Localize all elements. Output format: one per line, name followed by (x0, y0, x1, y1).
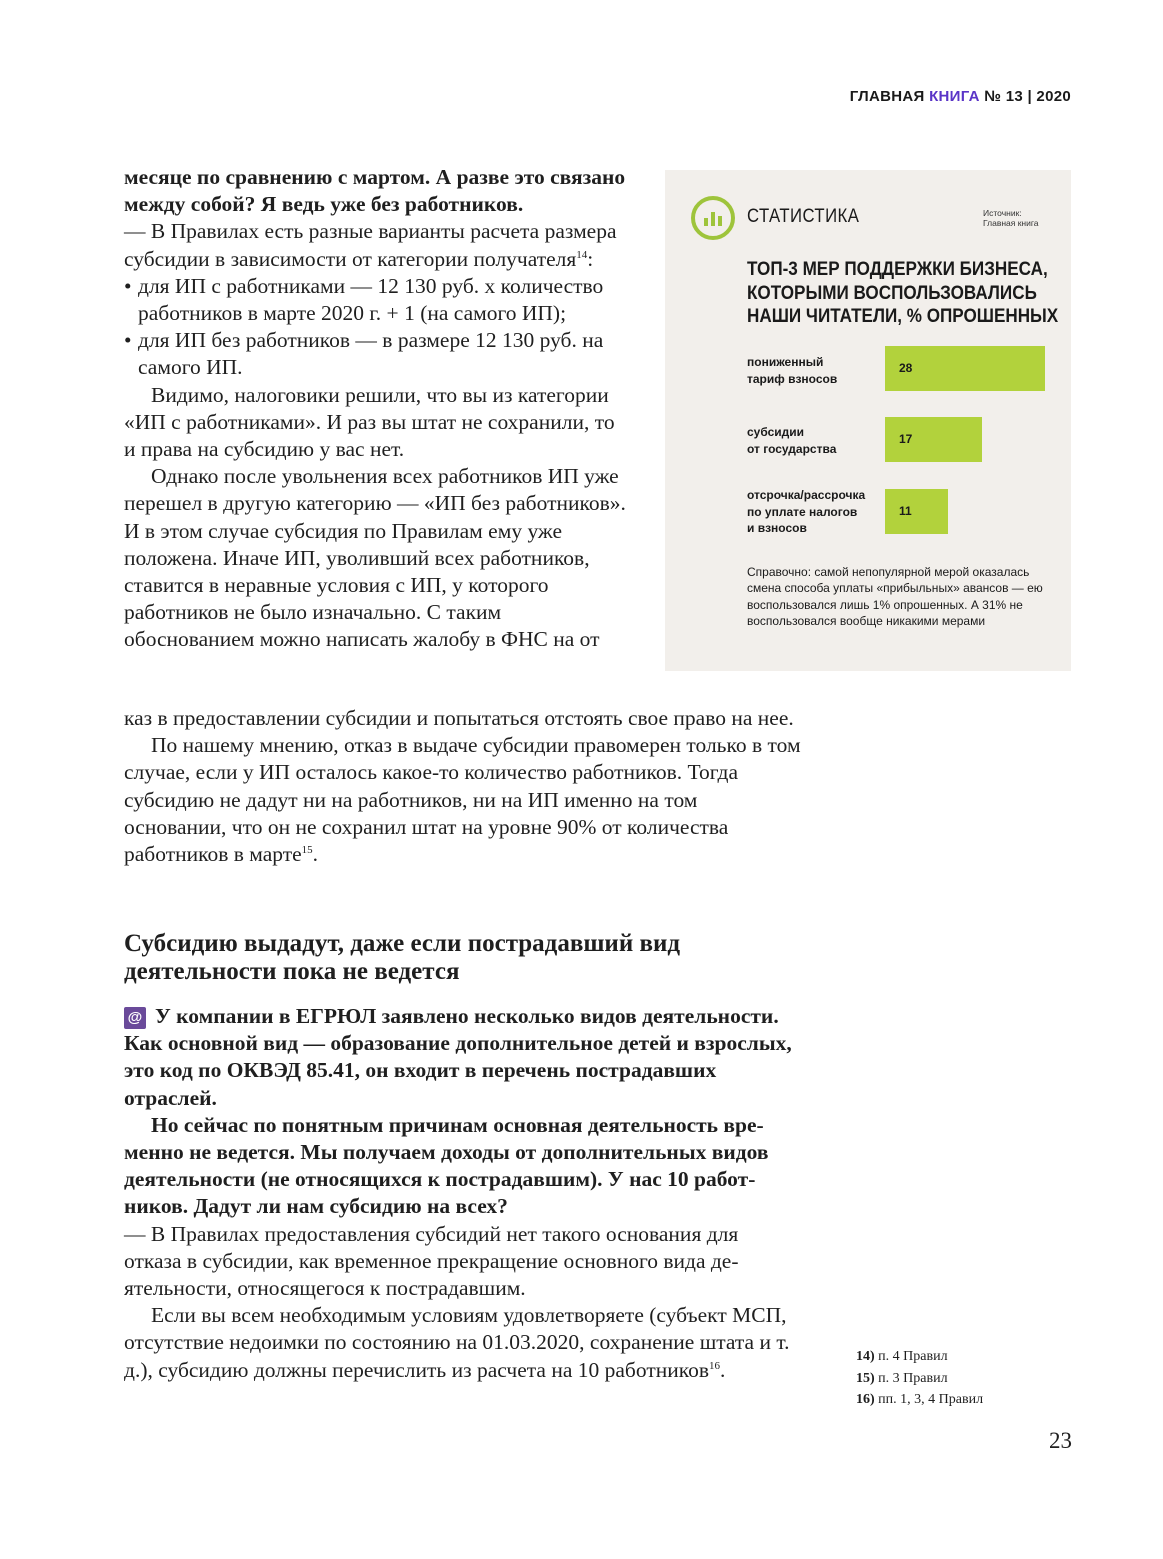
answer: Если вы всем необходимым условиям удовлетворяете (субъект МСП, отсутствие недоимки по состоянию на 01.03.2020, сохранение штата и т. д.), субсидию должны перечислить из расчета на 10 работников$^{16}$. (124, 1303, 790, 1382)
question: @ У компании в ЕГРЮЛ заявлено несколько видов деятельности. Как основной вид — образование дополнительное детей и взрослых, это код по ОКВЭД 85.41, он входит в перечень пострадавших отраслей. (124, 1004, 792, 1110)
question: Но сейчас по понятным причинам основная деятельность временно не ведется. Мы получаем доходы от дополнительных видов деятельности (не относящихся к пострадавшим). У нас 10 работников. Дадут ли нам субсидию на всех? (124, 1112, 769, 1219)
bar-label: пониженный тариф взносов (747, 355, 838, 386)
page-number: 23 (1049, 1428, 1072, 1453)
bottom-column (124, 705, 801, 868)
reference-note: Справочно: самой непопулярной мерой оказалась смена способа уплаты «прибыльных» авансов — ею воспользовался лишь 1% опрошенных. А 31% не воспользовался вообще никакими мерами (747, 565, 1043, 629)
answer: — В Правилах предоставления субсидий нет такого основания для отказа в субсидии, как временное прекращение основного вида деятельности, относящегося к пострадавшим. (124, 1221, 739, 1301)
brand-name-accent: КНИГА (929, 88, 980, 105)
question-continuation: месяце по сравнению с мартом. А разве это связано между собой? Я ведь уже без работников. (124, 165, 626, 217)
bar-value: 17 (899, 432, 913, 446)
paragraph: каз в предоставлении субсидии и попытаться отстоять свое право на нее. (124, 706, 794, 730)
statistics-box (665, 170, 1071, 671)
top-column (124, 164, 626, 654)
paragraph: Видимо, налоговики решили, что вы из категории «ИП с работниками». И раз вы штат не сохранили, то и права на субсидию у вас нет. (124, 382, 615, 462)
bullet-item: • для ИП с работниками — 12 130 руб. х количество работников в марте 2020 г. + 1 (на самого ИП); (124, 273, 626, 327)
footnote-ref: 15 (301, 844, 313, 857)
footnote: 14) п. 4 Правил (856, 1349, 948, 1364)
chart-title: ТОП-3 МЕР ПОДДЕРЖКИ БИЗНЕСА, КОТОРЫМИ ВОСПОЛЬЗОВАЛИСЬ НАШИ ЧИТАТЕЛИ, % ОПРОШЕННЫХ (747, 259, 1059, 327)
qa-column (124, 1003, 801, 1384)
source-note: Источник: Главная книга (983, 208, 1039, 228)
bar-value: 11 (899, 504, 912, 518)
footnotes (856, 1346, 983, 1411)
answer-intro: — В Правилах есть разные варианты расчета размера субсидии в зависимости от категории получателя$^{14}$: (124, 219, 617, 271)
paragraph: Однако после увольнения всех работников ИП уже перешел в другую категорию — «ИП без работников». И в этом случае субсидия по Правилам ему уже положена. Иначе ИП, уволивший всех работников, ставится в неравные условия с ИП, у которого работников не было изначально. С таким обоснованием можно написать жалобу в ФНС на от (124, 464, 626, 652)
footnote: 15) п. 3 Правил (856, 1370, 948, 1386)
statistics-label: СТАТИСТИКА (747, 206, 860, 227)
section-heading: Субсидию выдадут, даже если пострадавший вид деятельности пока не ведется (124, 930, 681, 985)
footnote: 16) пп. 1, 3, 4 Правил (856, 1392, 984, 1407)
paragraph: По нашему мнению, отказ в выдаче субсидии правомерен только в том случае, если у ИП осталось какое-то количество работников. Тогда субсидию не дадут ни на работников, ни на ИП именно на том основании, что он не сохранил штат на уровне 90% от количества работников в марте$^{15}$. (124, 733, 801, 867)
email-at-icon: @ (124, 1007, 146, 1029)
bar (885, 489, 948, 534)
brand-name: ГЛАВНАЯ (849, 88, 925, 105)
bar-value: 28 (899, 361, 913, 375)
bar-chart-icon (691, 196, 735, 240)
running-header (850, 88, 1071, 105)
issue-number: № 13 | 2020 (984, 88, 1071, 105)
footnote-ref: 16 (708, 1359, 720, 1372)
bar-label: отсрочка/рассрочка по уплате налогов и взносов (747, 488, 866, 535)
bullet-item: • для ИП без работников — в размере 12 130 руб. на самого ИП. (124, 327, 626, 381)
bar-label: субсидии от государства (747, 425, 837, 456)
footnote-ref: 14 (576, 248, 588, 261)
